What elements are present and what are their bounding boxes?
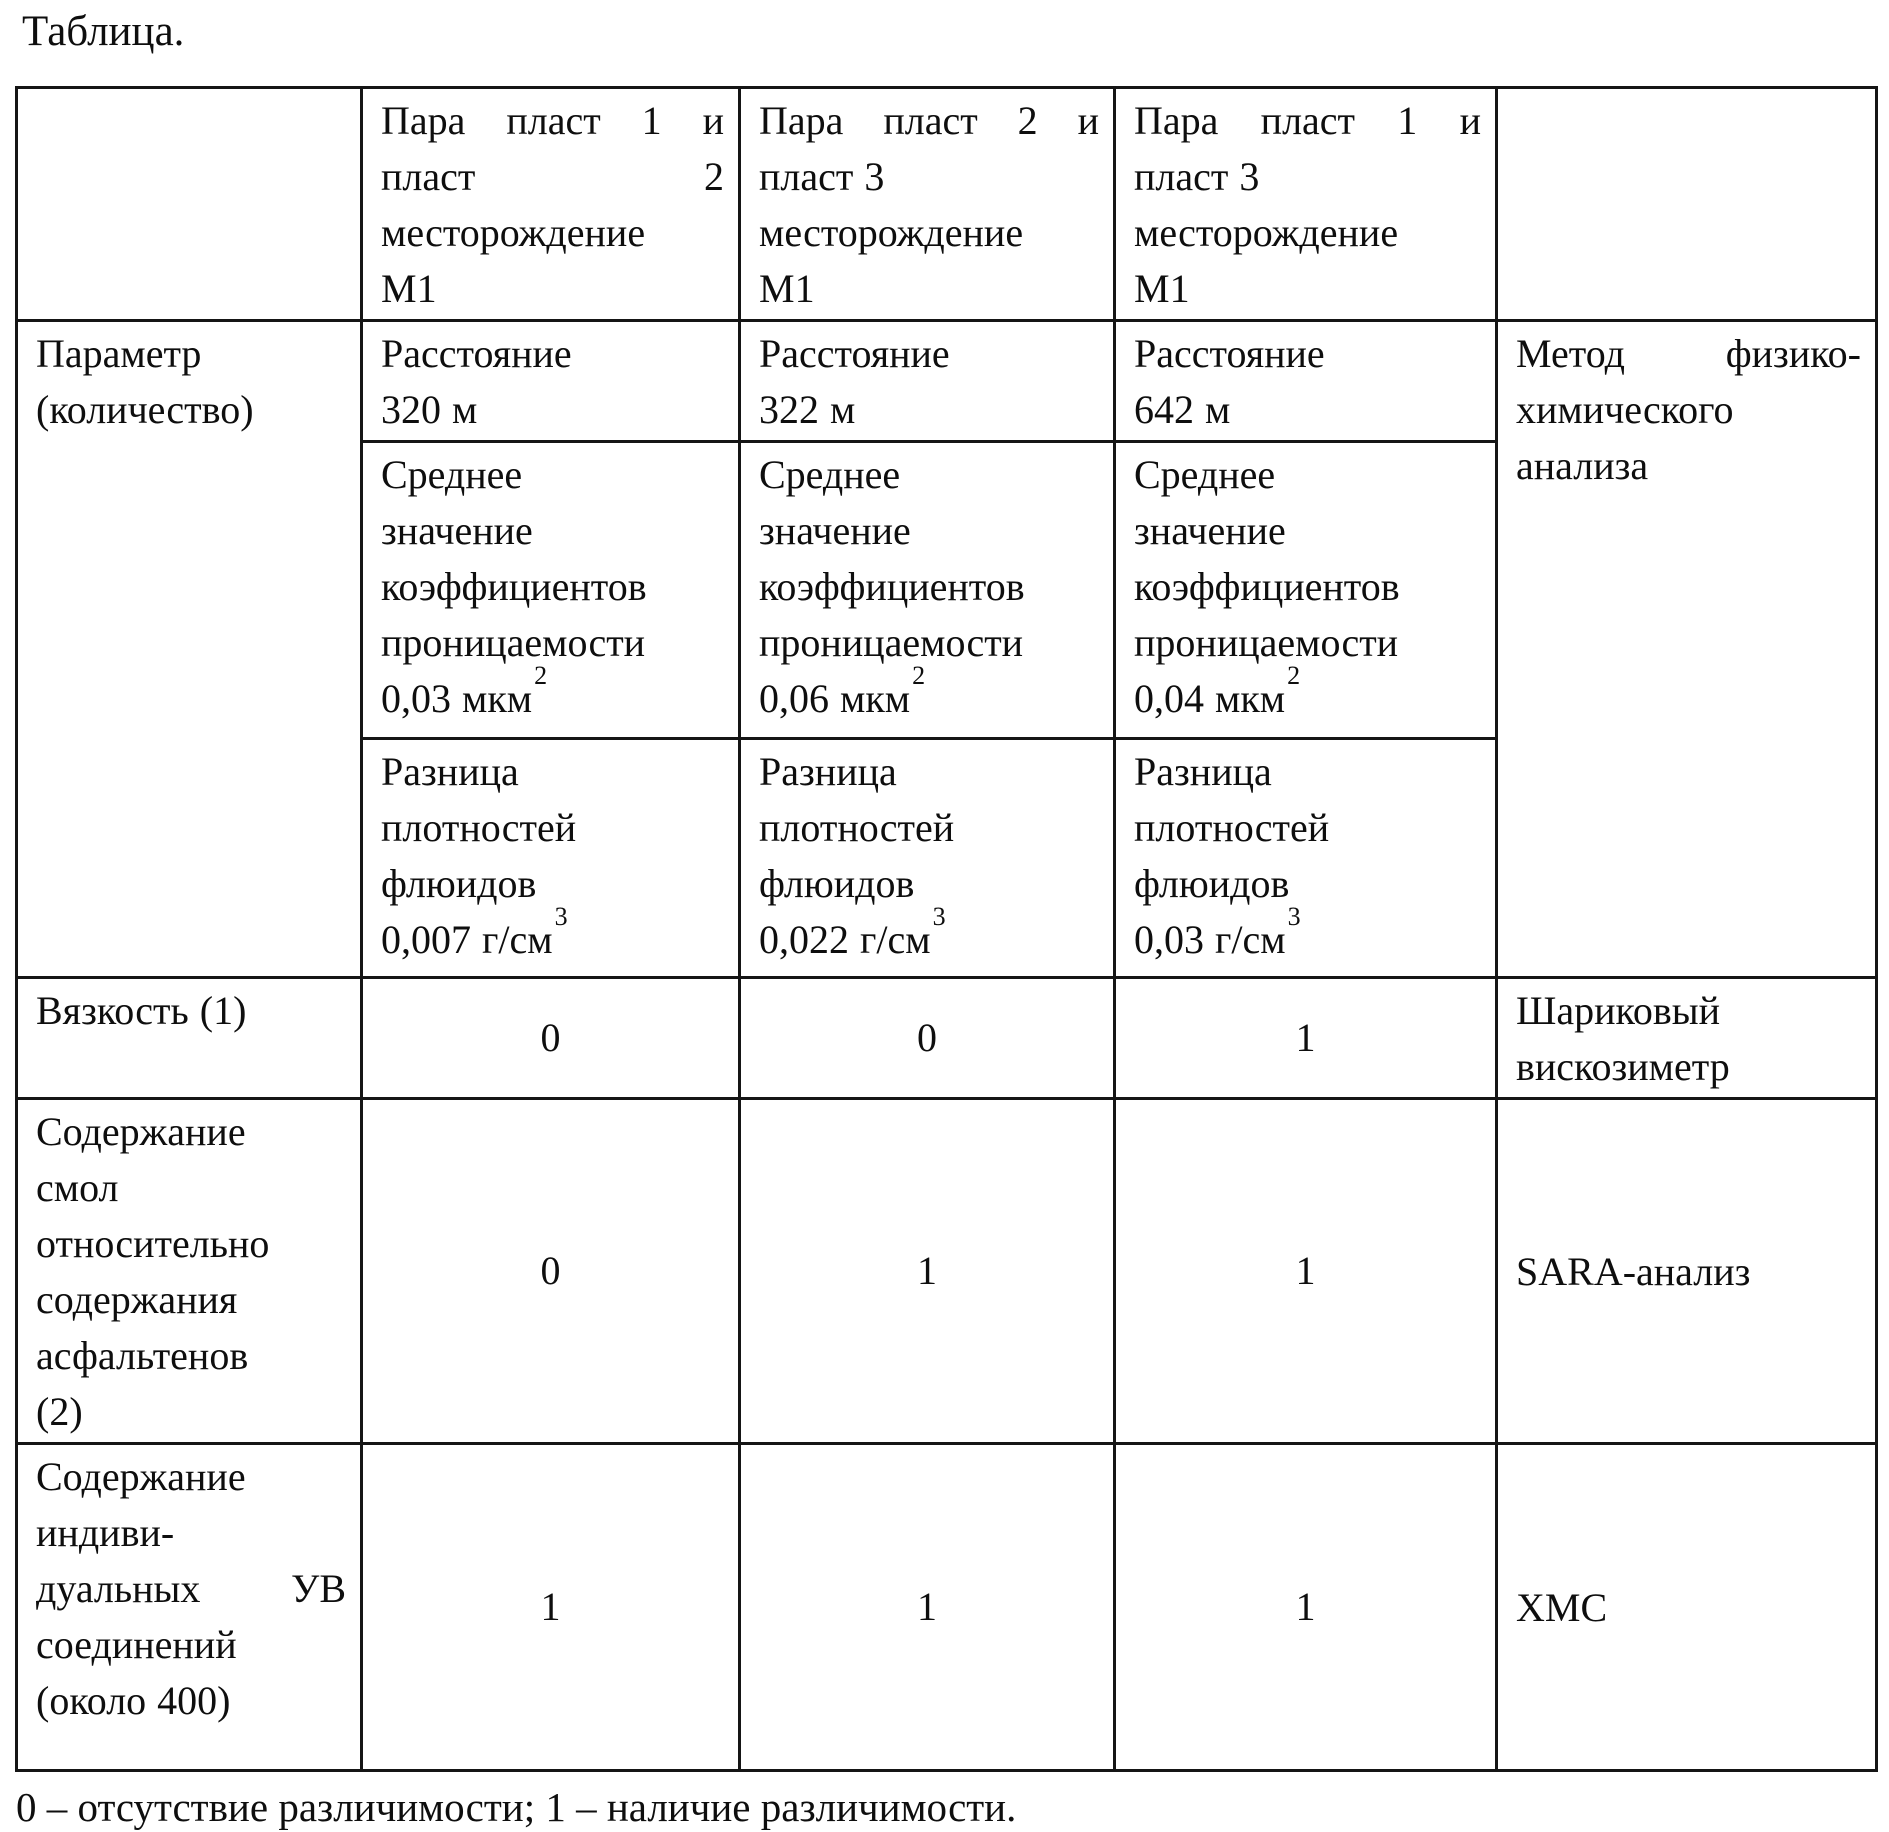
resins-row [17, 1099, 1877, 1444]
header-pair-1-3: Пара пласт 1 и пласт 3 месторождение М1 [1115, 88, 1497, 321]
distance-cell-pair-1-2: Расстояние 320 м [362, 321, 740, 442]
permeability-cell-pair-1-2: Среднее значение коэффициентов проницаемости 0,03 мкм$^2$ [362, 442, 740, 739]
viscosity-row [17, 978, 1877, 1099]
density-cell-pair-1-3: Разница плотностей флюидов 0,03 $г/см^3$ [1115, 739, 1497, 978]
individual-label-cell: Содержание индиви- дуальных УВ соединений (около 400) [17, 1444, 362, 1771]
viscosity-value-pair-1-2: 0 [362, 978, 740, 1099]
viscosity-method-cell: Шариковый вискозиметр [1497, 978, 1877, 1099]
resins-value-pair-1-2: 0 [362, 1099, 740, 1444]
individual-value-pair-2-3: 1 [740, 1444, 1115, 1771]
permeability-cell-pair-1-3: Среднее значение коэффициентов проницаемости 0,04 мкм$^2$ [1115, 442, 1497, 739]
individual-compounds-row [17, 1444, 1877, 1771]
resins-method-cell: SARA-анализ [1497, 1099, 1877, 1444]
distance-cell-pair-2-3: Расстояние 322 м [740, 321, 1115, 442]
header-empty-left [17, 88, 362, 321]
header-pair-1-2: Пара пласт 1 и пласт 2 месторождение М1 [362, 88, 740, 321]
permeability-cell-pair-2-3: Среднее значение коэффициентов проницаемости 0,06 мкм$^2$ [740, 442, 1115, 739]
individual-method-cell: ХМС [1497, 1444, 1877, 1771]
header-empty-right [1497, 88, 1877, 321]
method-header-cell: Метод физико- химического анализа [1497, 321, 1877, 978]
resins-value-pair-2-3: 1 [740, 1099, 1115, 1444]
viscosity-value-pair-1-3: 1 [1115, 978, 1497, 1099]
distance-row [17, 321, 1877, 442]
individual-value-pair-1-2: 1 [362, 1444, 740, 1771]
density-cell-pair-2-3: Разница плотностей флюидов 0,022 $г/см^3$ [740, 739, 1115, 978]
footnote: 0 – отсутствие различимости; 1 – наличие различимости. [16, 1784, 1017, 1830]
viscosity-value-pair-2-3: 0 [740, 978, 1115, 1099]
header-pair-2-3: Пара пласт 2 и пласт 3 месторождение М1 [740, 88, 1115, 321]
viscosity-label-cell: Вязкость (1) [17, 978, 362, 1099]
resins-label-cell: Содержание смол относительно содержания асфальтенов (2) [17, 1099, 362, 1444]
parameter-label-cell: Параметр (количество) [17, 321, 362, 978]
distance-cell-pair-1-3: Расстояние 642 м [1115, 321, 1497, 442]
resins-value-pair-1-3: 1 [1115, 1099, 1497, 1444]
individual-value-pair-1-3: 1 [1115, 1444, 1497, 1771]
table-caption: Таблица. [22, 8, 185, 55]
density-cell-pair-1-2: Разница плотностей флюидов 0,007 $г/см^3$ [362, 739, 740, 978]
header-row [17, 88, 1877, 321]
data-table [15, 86, 1878, 1772]
